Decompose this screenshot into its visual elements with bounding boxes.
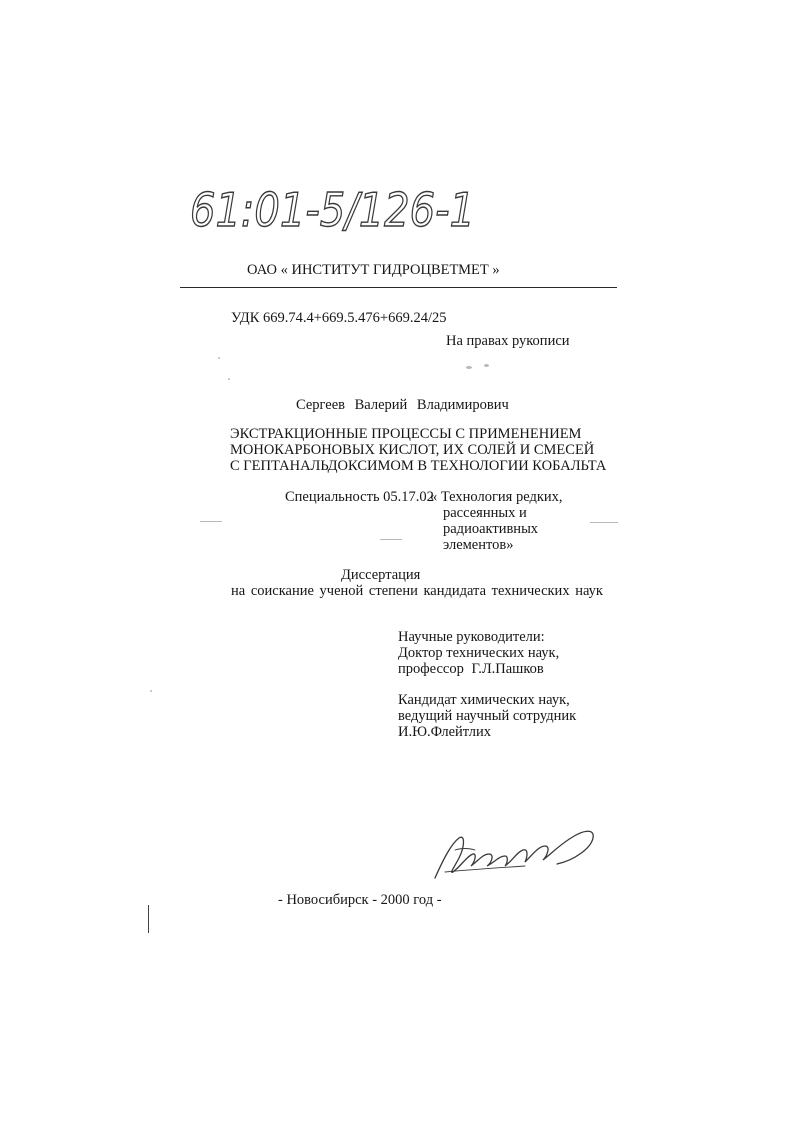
place-and-year: - Новосибирск - 2000 год -	[278, 892, 442, 908]
scan-speck	[484, 364, 489, 367]
handwritten-archive-code	[190, 178, 490, 253]
signature-stroke-3	[455, 849, 475, 851]
scan-artifact-line	[148, 905, 149, 933]
archive-code-text: 61:01-5/126-1	[190, 183, 475, 237]
thesis-title-line-1: ЭКСТРАКЦИОННЫЕ ПРОЦЕССЫ С ПРИМЕНЕНИЕМ	[230, 426, 582, 442]
scan-speck	[150, 690, 152, 692]
specialty-name-line-3: радиоактивных	[443, 521, 539, 537]
scan-speck	[590, 522, 618, 523]
specialty-label: Специальность 05.17.02	[285, 489, 434, 505]
supervisor-2-name: И.Ю.Флейтлих	[398, 724, 492, 740]
supervisors-heading: Научные руководители:	[398, 629, 545, 645]
manuscript-note: На правах рукописи	[446, 333, 570, 349]
scan-speck	[218, 357, 220, 359]
specialty-name-line-4: элементов»	[443, 537, 514, 553]
author-signature	[425, 820, 605, 890]
udk-code: УДК 669.74.4+669.5.476+669.24/25	[231, 310, 447, 326]
specialty-name-line-1: « Технология редких,	[430, 489, 563, 505]
scan-speck	[200, 521, 222, 522]
scan-speck	[466, 366, 472, 369]
dissertation-purpose: на соискание ученой степени кандидата технических наук	[231, 583, 603, 599]
thesis-title-line-3: С ГЕПТАНАЛЬДОКСИМОМ В ТЕХНОЛОГИИ КОБАЛЬТА	[230, 458, 607, 474]
scan-speck	[228, 378, 230, 380]
scan-speck	[380, 539, 402, 540]
specialty-name-line-2: рассеянных и	[443, 505, 527, 521]
supervisor-1-degree: Доктор технических наук,	[398, 645, 560, 661]
thesis-title-line-2: МОНОКАРБОНОВЫХ КИСЛОТ, ИХ СОЛЕЙ И СМЕСЕЙ	[230, 442, 595, 458]
archive-code-scribble	[190, 178, 490, 248]
organization-name: ОАО « ИНСТИТУТ ГИДРОЦВЕТМЕТ »	[247, 262, 500, 278]
author-name: Сергеев Валерий Владимирович	[296, 397, 509, 413]
supervisor-2-position: ведущий научный сотрудник	[398, 708, 577, 724]
supervisor-1-name: профессор Г.Л.Пашков	[398, 661, 544, 677]
header-divider	[180, 287, 617, 288]
dissertation-heading: Диссертация	[341, 567, 421, 583]
supervisor-2-degree: Кандидат химических наук,	[398, 692, 570, 708]
